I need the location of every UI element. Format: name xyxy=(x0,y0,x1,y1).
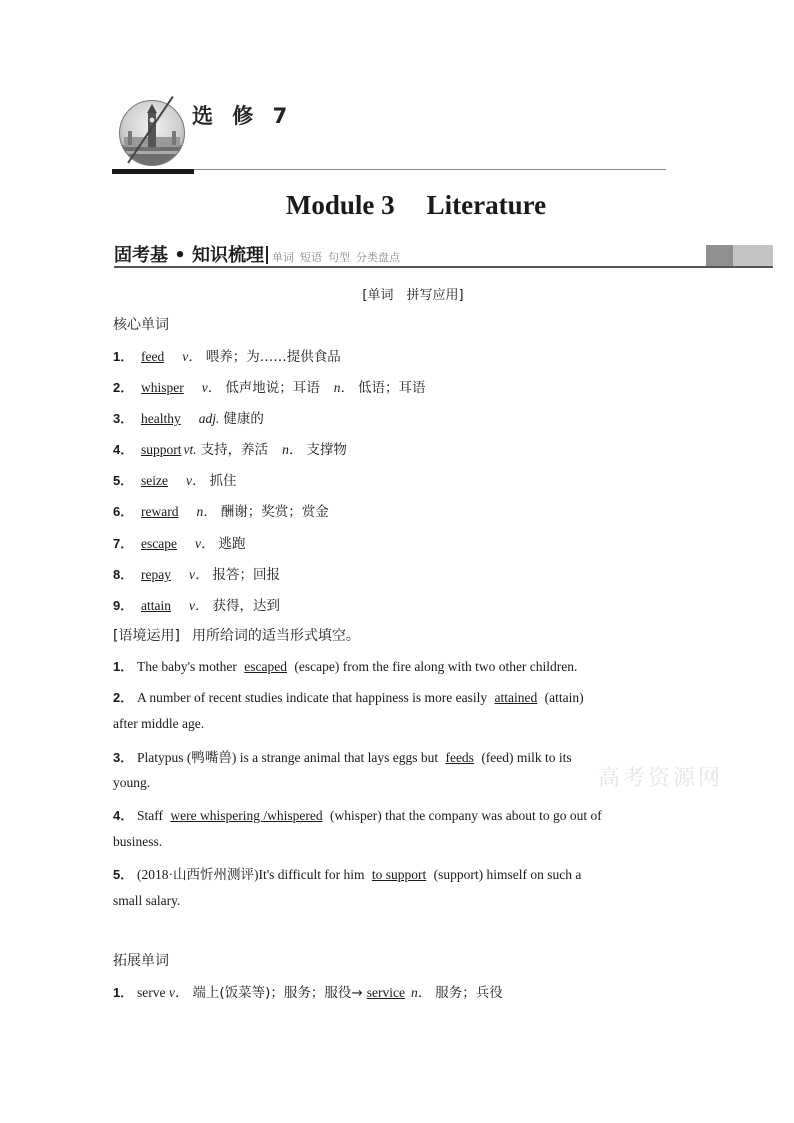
volume-title: 选 修 7 xyxy=(192,104,294,128)
answer-word: feed xyxy=(141,349,165,364)
answer-word: reward xyxy=(141,504,179,519)
header-rule xyxy=(170,169,666,170)
context-use-heading xyxy=(113,625,360,645)
exercise-item: 2． A number of recent studies indicate that happiness is more easily attained (attain) xyxy=(113,690,584,705)
tag-phrases: 短语 xyxy=(300,251,323,264)
answer-word: repay xyxy=(141,567,171,582)
answer-word: seize xyxy=(141,473,168,488)
context-use-label: [语境运用] xyxy=(113,628,180,644)
answer-word: escape xyxy=(141,536,177,551)
module-name: Literature xyxy=(426,190,547,220)
answer-word: service xyxy=(366,985,405,1000)
module-number: Module 3 xyxy=(285,190,395,220)
vocab-item: 1． feed v． 喂养；为……提供食品 xyxy=(113,349,341,365)
answer-word: to support xyxy=(371,867,427,882)
answer-word: attained xyxy=(494,690,538,705)
section-heading xyxy=(114,241,406,267)
answer-word: were whispering /whispered xyxy=(170,808,323,823)
exercise-item: 1． The baby's mother escaped (escape) from the fire along with two other children. xyxy=(113,659,578,674)
vocab-item: 6． reward n． 酬谢；奖赏；赏金 xyxy=(113,504,329,520)
context-use-instruction: 用所给词的适当形式填空。 xyxy=(191,628,360,644)
section-tags xyxy=(272,251,406,264)
vocab-item: 2． whisper v． 低声地说；耳语 n． 低语；耳语 xyxy=(113,380,426,396)
vocab-item: 5． seize v． 抓住 xyxy=(113,473,237,489)
answer-word: support xyxy=(141,442,182,457)
exercise-continuation: business. xyxy=(113,834,163,849)
big-ben-seal-image xyxy=(119,100,185,166)
exercise-item: 4． Staff were whispering /whispered (whisper) that the company was about to go out of xyxy=(113,808,602,823)
answer-word: whisper xyxy=(141,380,184,395)
vocab-item: 7． escape v． 逃跑 xyxy=(113,536,246,552)
core-vocab-heading: 核心单词 xyxy=(113,317,169,333)
exercise-item: 5． (2018·山西忻州测评)It's difficult for him to support (support) himself on such a xyxy=(113,867,582,882)
vocab-item: 3． healthy adj. 健康的 xyxy=(113,411,264,427)
exercise-continuation: small salary. xyxy=(113,893,181,908)
tag-categories: 分类盘点 xyxy=(356,251,401,264)
section-title: 固考基 • 知识梳理 xyxy=(114,245,265,266)
answer-word: attain xyxy=(141,598,171,613)
extended-vocab-heading: 拓展单词 xyxy=(113,953,169,969)
vocab-item: 4． support vt. 支持，养活 n． 支撑物 xyxy=(113,442,347,458)
subsection-heading: [单词 拼写应用] xyxy=(362,288,464,303)
exercise-item: 3． Platypus (鸭嘴兽) is a strange animal that lays eggs but feeds (feed) milk to its xyxy=(113,750,572,765)
section-separator xyxy=(266,246,268,264)
vocab-item: 8． repay v． 报答；回报 xyxy=(113,567,280,583)
vocab-item: 1． serve v． 端上(饭菜等)；服务；服役→ service n． 服务；兵役 xyxy=(113,985,503,1001)
answer-word: healthy xyxy=(141,411,181,426)
module-title xyxy=(0,190,794,221)
tag-sentences: 句型 xyxy=(328,251,351,264)
section-rule xyxy=(114,266,773,268)
answer-word: feeds xyxy=(445,750,474,765)
section-corner-block-dark xyxy=(706,245,733,266)
watermark: 高考资源网 xyxy=(598,766,724,791)
answer-word: escaped xyxy=(244,659,288,674)
vocab-item: 9． attain v． 获得，达到 xyxy=(113,598,280,614)
header-rule-accent xyxy=(112,169,194,174)
exercise-continuation: young. xyxy=(113,775,151,790)
exercise-continuation: after middle age. xyxy=(113,716,205,731)
tag-words: 单词 xyxy=(272,251,295,264)
section-corner-block-light xyxy=(733,245,773,266)
